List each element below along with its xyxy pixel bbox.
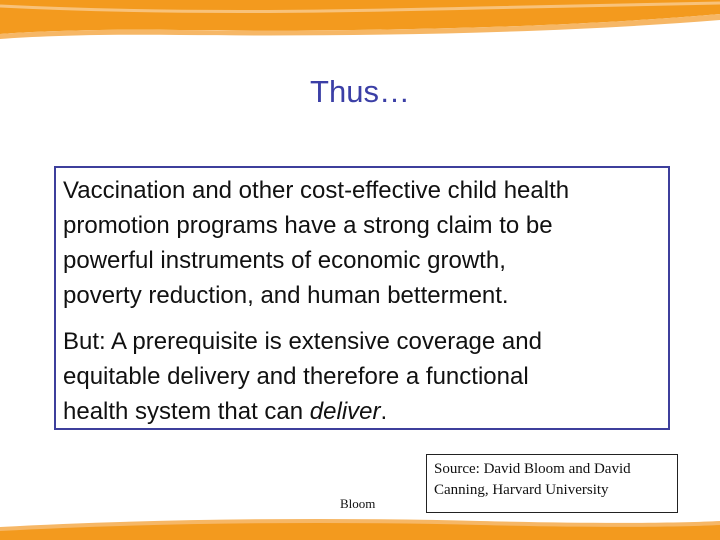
source-citation-box: [426, 454, 678, 513]
paragraph-vaccination: [63, 173, 569, 313]
paragraph-line: powerful instruments of economic growth,: [63, 247, 506, 274]
emphasis-deliver: deliver: [309, 398, 381, 425]
paragraph-line: [63, 394, 542, 429]
line-text: health system that can: [63, 398, 310, 425]
slide-title: Thus…: [310, 74, 410, 109]
paragraph-line: poverty reduction, and human betterment.: [63, 282, 509, 309]
paragraph-line: Vaccination and other cost-effective child health: [63, 177, 570, 204]
paragraph-line: But: A prerequisite is extensive coverage and: [63, 328, 542, 355]
paragraph-line: equitable delivery and therefore a functional: [63, 363, 529, 390]
paragraph-line: promotion programs have a strong claim to be: [63, 212, 553, 239]
paragraph-prerequisite: [63, 324, 542, 429]
content-box: [54, 166, 670, 430]
top-decorative-band: [0, 0, 720, 44]
source-line: Source: David Bloom and David: [434, 461, 631, 477]
line-period: .: [380, 398, 388, 425]
source-citation: [434, 459, 631, 501]
bottom-decorative-band: [0, 518, 720, 540]
presenter-name: Bloom: [340, 496, 376, 511]
source-line: Canning, Harvard University: [434, 482, 609, 498]
